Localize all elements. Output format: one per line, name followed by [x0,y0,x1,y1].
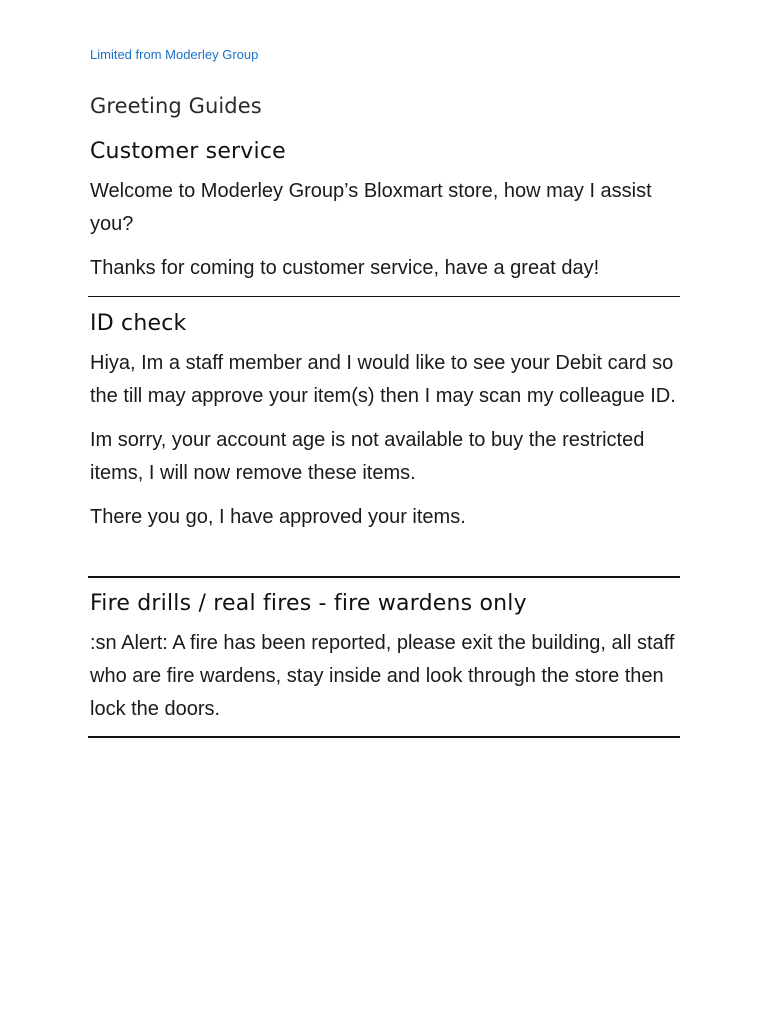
paragraph: Welcome to Moderley Group’s Bloxmart store, how may I assist you? [90,180,652,235]
section-fire-drills [90,591,680,726]
sensitivity-label: Limited from Moderley Group [90,47,259,62]
section-divider [88,576,680,578]
section-heading: Customer service [90,139,286,164]
paragraph: There you go, I have approved your items. [90,506,466,528]
document-title: Greeting Guides [90,94,262,118]
section-id-check [90,311,680,534]
paragraph: Im sorry, your account age is not available to buy the restricted items, I will now remove these items. [90,429,645,484]
section-customer-service [90,139,680,285]
section-heading: ID check [90,311,187,336]
section-divider [88,296,680,297]
paragraph: :sn Alert: A fire has been reported, please exit the building, all staff who are fire wardens, stay inside and look through the store then lock the doors. [90,632,675,720]
paragraph: Thanks for coming to customer service, have a great day! [90,257,600,279]
paragraph: Hiya, Im a staff member and I would like to see your Debit card so the till may approve your item(s) then I may scan my colleague ID. [90,352,676,407]
section-heading: Fire drills / real fires - fire wardens only [90,591,527,616]
section-divider [88,736,680,738]
